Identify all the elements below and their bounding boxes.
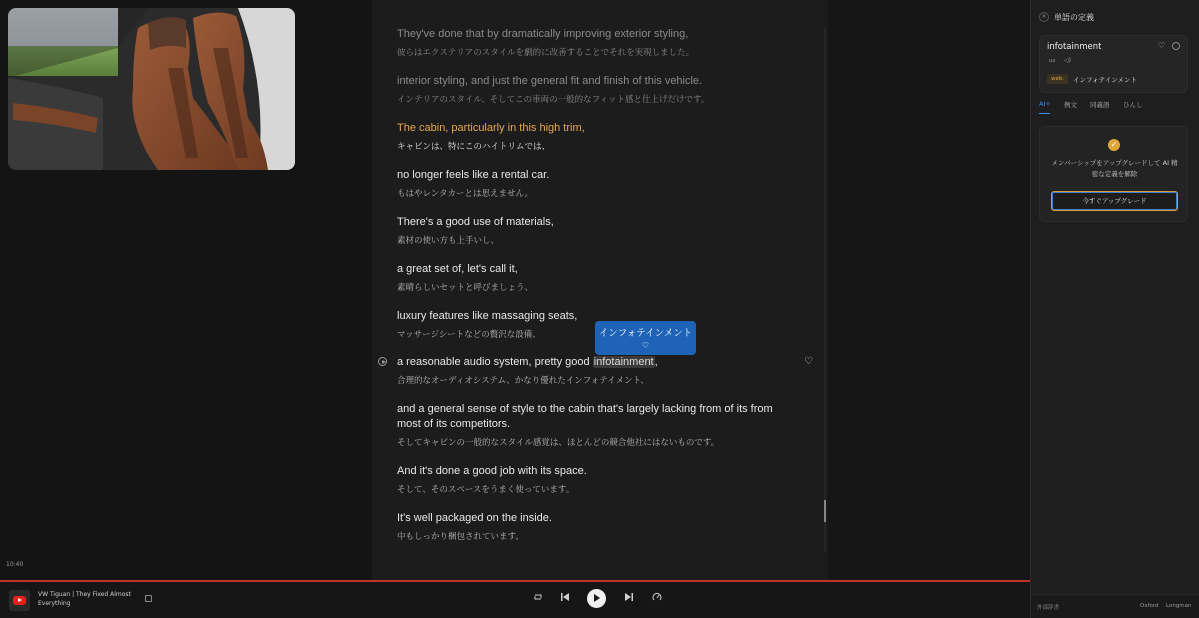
tooltip-translation: インフォテインメント xyxy=(598,328,693,339)
transcript-line-active[interactable] xyxy=(397,121,797,153)
video-title[interactable]: VW Tiguan | They Fixed Almost Everything xyxy=(38,591,131,607)
tab-examples[interactable]: 例文 xyxy=(1064,101,1077,109)
line-english xyxy=(397,355,797,370)
oxford-link[interactable]: Oxford xyxy=(1140,603,1159,609)
line-english: There's a good use of materials, xyxy=(397,216,554,228)
transcript-line[interactable] xyxy=(397,27,797,59)
transcript-scrollbar[interactable] xyxy=(824,28,826,552)
speaker-icon[interactable]: ◁) xyxy=(1064,57,1071,64)
definition-panel xyxy=(1030,0,1199,618)
external-link-icon[interactable] xyxy=(145,595,152,602)
play-button[interactable] xyxy=(587,589,606,608)
line-english: The cabin, particularly in this high trim, xyxy=(397,122,585,134)
line-japanese: インテリアのスタイル、そしてこの車両の一般的なフィット感と仕上げだけです。 xyxy=(397,95,710,105)
word-card xyxy=(1039,35,1188,93)
line-english: It's well packaged on the inside. xyxy=(397,512,552,524)
external-dictionary-label: 外部辞書 xyxy=(1037,605,1060,611)
transcript-line[interactable] xyxy=(397,168,797,200)
transcript-line[interactable] xyxy=(397,74,797,106)
definition-word: infotainment xyxy=(1047,42,1102,52)
accent-label: us xyxy=(1049,58,1056,64)
transcript-line[interactable] xyxy=(397,262,797,294)
transcript-line[interactable] xyxy=(397,355,797,387)
heart-icon[interactable]: ♡ xyxy=(1158,41,1166,50)
upgrade-button[interactable]: 今すぐアップグレード xyxy=(1051,191,1178,211)
line-english-before: a reasonable audio system, pretty good xyxy=(397,356,593,368)
line-english: no longer feels like a rental car. xyxy=(397,169,550,181)
line-japanese: もはやレンタカーとは思えません。 xyxy=(397,189,533,199)
play-line-icon[interactable] xyxy=(378,357,387,366)
player-bar xyxy=(0,580,1030,618)
line-japanese: そして、そのスペースをうまく使っています。 xyxy=(397,485,575,495)
line-english: They've done that by dramatically improving exterior styling, xyxy=(397,28,689,40)
tab-part-of-speech[interactable]: ひんし xyxy=(1123,101,1143,109)
line-english: And it's done a good job with its space. xyxy=(397,465,587,477)
ai-upgrade-box xyxy=(1039,126,1188,222)
current-time: 10:40 xyxy=(6,561,24,568)
progress-bar[interactable] xyxy=(0,580,1030,582)
line-english: luxury features like massaging seats, xyxy=(397,310,578,322)
line-japanese: 素材の使い方も上手いし、 xyxy=(397,236,500,246)
longman-link[interactable]: Longman xyxy=(1166,603,1192,609)
line-japanese: キャビンは、特にこのハイトリムでは、 xyxy=(397,142,551,152)
youtube-icon xyxy=(9,590,30,611)
line-english: a great set of, let's call it, xyxy=(397,263,518,275)
line-english: interior styling, and just the general fit and finish of this vehicle. xyxy=(397,75,703,87)
definition-tabs xyxy=(1039,100,1189,114)
line-japanese: 彼らはエクステリアのスタイルを劇的に改善することでそれを実現しました。 xyxy=(397,48,695,58)
check-circle-icon[interactable] xyxy=(1172,42,1180,50)
web-tag: web. xyxy=(1047,74,1068,84)
speed-icon[interactable] xyxy=(652,592,662,605)
translation-tooltip[interactable] xyxy=(595,321,696,355)
ai-upgrade-message: メンバーシップをアップグレードして AI 精密な定義を解除 xyxy=(1051,159,1178,178)
tab-ai-label: AI xyxy=(1039,100,1046,108)
repeat-icon[interactable] xyxy=(533,592,543,605)
close-icon[interactable]: × xyxy=(1039,12,1049,22)
transcript-line[interactable] xyxy=(397,215,797,247)
panel-title: 単語の定義 xyxy=(1054,13,1094,22)
transcript-line[interactable] xyxy=(397,511,797,543)
verified-badge-icon: ✓ xyxy=(1108,139,1120,151)
line-japanese: 中もしっかり梱包されています。 xyxy=(397,532,524,542)
scrollbar-thumb[interactable] xyxy=(824,500,826,522)
video-area xyxy=(0,0,372,580)
line-english-after: , xyxy=(654,356,658,368)
skip-next-icon[interactable] xyxy=(624,592,634,605)
web-definition: インフォテインメント xyxy=(1073,76,1138,84)
line-japanese: 素晴らしいセットと呼びましょう、 xyxy=(397,283,534,293)
transcript-line[interactable] xyxy=(397,464,797,496)
line-english: and a general sense of style to the cabin that's largely lacking from of its from most of its competitors. xyxy=(397,403,773,430)
tab-ai[interactable] xyxy=(1039,100,1051,108)
sparkle-icon: ✧ xyxy=(1045,100,1051,108)
heart-icon[interactable]: ♡ xyxy=(804,356,813,367)
heart-icon[interactable]: ♡ xyxy=(641,341,650,350)
tab-synonyms[interactable]: 同義語 xyxy=(1090,101,1110,109)
highlighted-word[interactable]: infotainment xyxy=(593,356,654,368)
dictionary-footer xyxy=(1031,594,1199,618)
line-japanese: マッサージシートなどの贅沢な設備、 xyxy=(397,330,541,340)
line-japanese: 合理的なオーディオシステム、かなり優れたインフォテイメント、 xyxy=(397,376,649,386)
video-thumbnail[interactable] xyxy=(8,8,295,170)
line-japanese: そしてキャビンの一般的なスタイル感覚は、ほとんどの競合他社にはないものです。 xyxy=(397,438,720,448)
skip-previous-icon[interactable] xyxy=(560,592,570,605)
transcript-line[interactable] xyxy=(397,402,797,449)
active-tab-indicator xyxy=(1039,113,1050,114)
